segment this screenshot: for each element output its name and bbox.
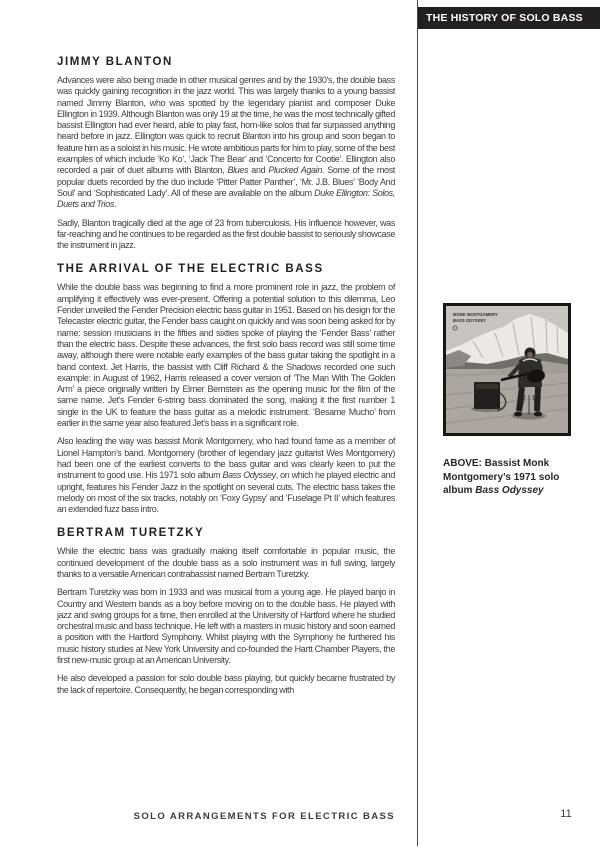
vertical-rule (417, 0, 418, 846)
paragraph: Bertram Turetzky was born in 1933 and was musical from a young age. He played banjo in Country and Western bands as a boy before moving on to the double bass. He played with jazz and swing groups for a time, then enrolled at the University of Hartford where he studied orchestral music and bass technique. He left with a masters in music history and soon earned a position with the Hartford Symphony. Whilst playing with the Symphony he furthered his music history studies at New York University and co-founded the Hartt Chamber Players, the first new-music group at an American University. (57, 587, 395, 666)
album-title-text: BASS ODYSSEY (453, 318, 487, 323)
section-heading: JIMMY BLANTON (57, 56, 173, 68)
section-heading: THE ARRIVAL OF THE ELECTRIC BASS (57, 263, 324, 276)
paragraph: Also leading the way was bassist Monk Montgomery, who had found fame as a member of Lionel Hampton’s band. Montgomery (brother of legendary jazz guitarist Wes Montgomery) had been one of the earliest converts to the bass guitar and was clearly keen to put the instrument to good use. His 1971 solo album Bass Odyssey, on which he played electric and upright, features his Fender Jazz in the spotlight on several cuts. The electric bass takes the melody on most of the six tracks, notably on ‘Foxy Gypsy’ and ‘Fuselage Pt II’ which features an extended fuzz bass intro. (57, 436, 395, 515)
section-bertram-turetzky (57, 525, 395, 696)
page-number: 11 (560, 808, 572, 820)
paragraph: While the electric bass was gradually making itself comfortable in popular music, the continued development of the double bass as a solo instrument was in full swing, largely thanks to a versatile American contrabassist named Bertram Turetzky. (57, 546, 395, 579)
header-banner-text: THE HISTORY OF SOLO BASS (426, 12, 583, 24)
section-arrival-of-electric-bass (57, 261, 395, 515)
header-banner (418, 7, 600, 29)
paragraph: Sadly, Blanton tragically died at the age of 23 from tuberculosis. His influence however, was far-reaching and he continues to be regarded as the first double bassist to seriously showcase the instrument in jazz. (57, 217, 395, 251)
paragraph: Advances were also being made in other musical genres and by the 1930’s, the double bass was quickly gaining recognition in the jazz world. This was largely thanks to a young bassist named Jimmy Blanton, who was spotted by the legendary pianist and composer Duke Ellington in 1939. Although Blanton was only 19 at the time, he was the most technically gifted bassist Ellington had ever heard, able to play fast, horn-like solos that far surpassed anything heard before in jazz. Ellington was quick to recruit Blanton into his group and soon began to feature him as a soloist in his music. He wrote ambitious parts for him to play, some of the best examples of which include ‘Ko Ko’, ‘Jack The Bear’ and ‘Concerto for Cootie’. Ellington also recorded a pair of duet albums with Blanton, Blues and Plucked Again. Some of the most popular duets recorded by the duo include ‘Pitter Patter Panther’, ‘Mr. J.B. Blues’ ‘Body And Soul’ and ‘Sophisticated Lady’. All of these are available on the album Duke Ellington: Solos, Duets and Trios. (57, 75, 396, 210)
album-caption: ABOVE: Bassist Monk Montgomery’s 1971 solo album Bass Odyssey (443, 458, 560, 496)
album-cover-image (443, 303, 571, 436)
album-artist-text: MONK MONTGOMERY (453, 312, 498, 317)
footer-running-title: SOLO ARRANGEMENTS FOR ELECTRIC BASS (133, 811, 395, 822)
paragraph: While the double bass was beginning to find a more prominent role in jazz, the problem of amplifying it effectively was ever-present. Offering a potential solution to this dilemma, Leo Fender unveiled the Fender Precision electric bass guitar in 1951. Based on his design for the Telecaster electric guitar, the Fender bass caught on quickly and was soon being asked for by name: session musicians in the fifties and sixties spoke of playing the ‘Fender Bass’ rather than the electric bass. Despite these advances, the first solo bass record was still some time away, although there were notable early examples of the bass guitar taking the spotlight in a band context. Jet Harris, the bassist with Cliff Richard & the Shadows recorded one such example: in August of 1962, Harris released a cover version of ‘The Man With The Golden Arm’ a piece originally written by Elmer Bernstein as the opening music for the film of the same name. Jet’s Fender 6-string bass dominated the song, making it the first number 1 single in the UK to feature the bass guitar as a melodic instrument. ‘Besame Mucho’ from earlier in the same year also featured Jet’s bass in a significant role. (57, 282, 395, 429)
paragraph: He also developed a passion for solo double bass playing, but quickly became frustrated by the lack of repertoire. Consequently, he began corresponding with (57, 673, 395, 695)
album-figure (443, 303, 571, 436)
section-heading: BERTRAM TURETZKY (57, 527, 205, 540)
section-jimmy-blanton (57, 54, 395, 251)
article-column (57, 54, 395, 703)
